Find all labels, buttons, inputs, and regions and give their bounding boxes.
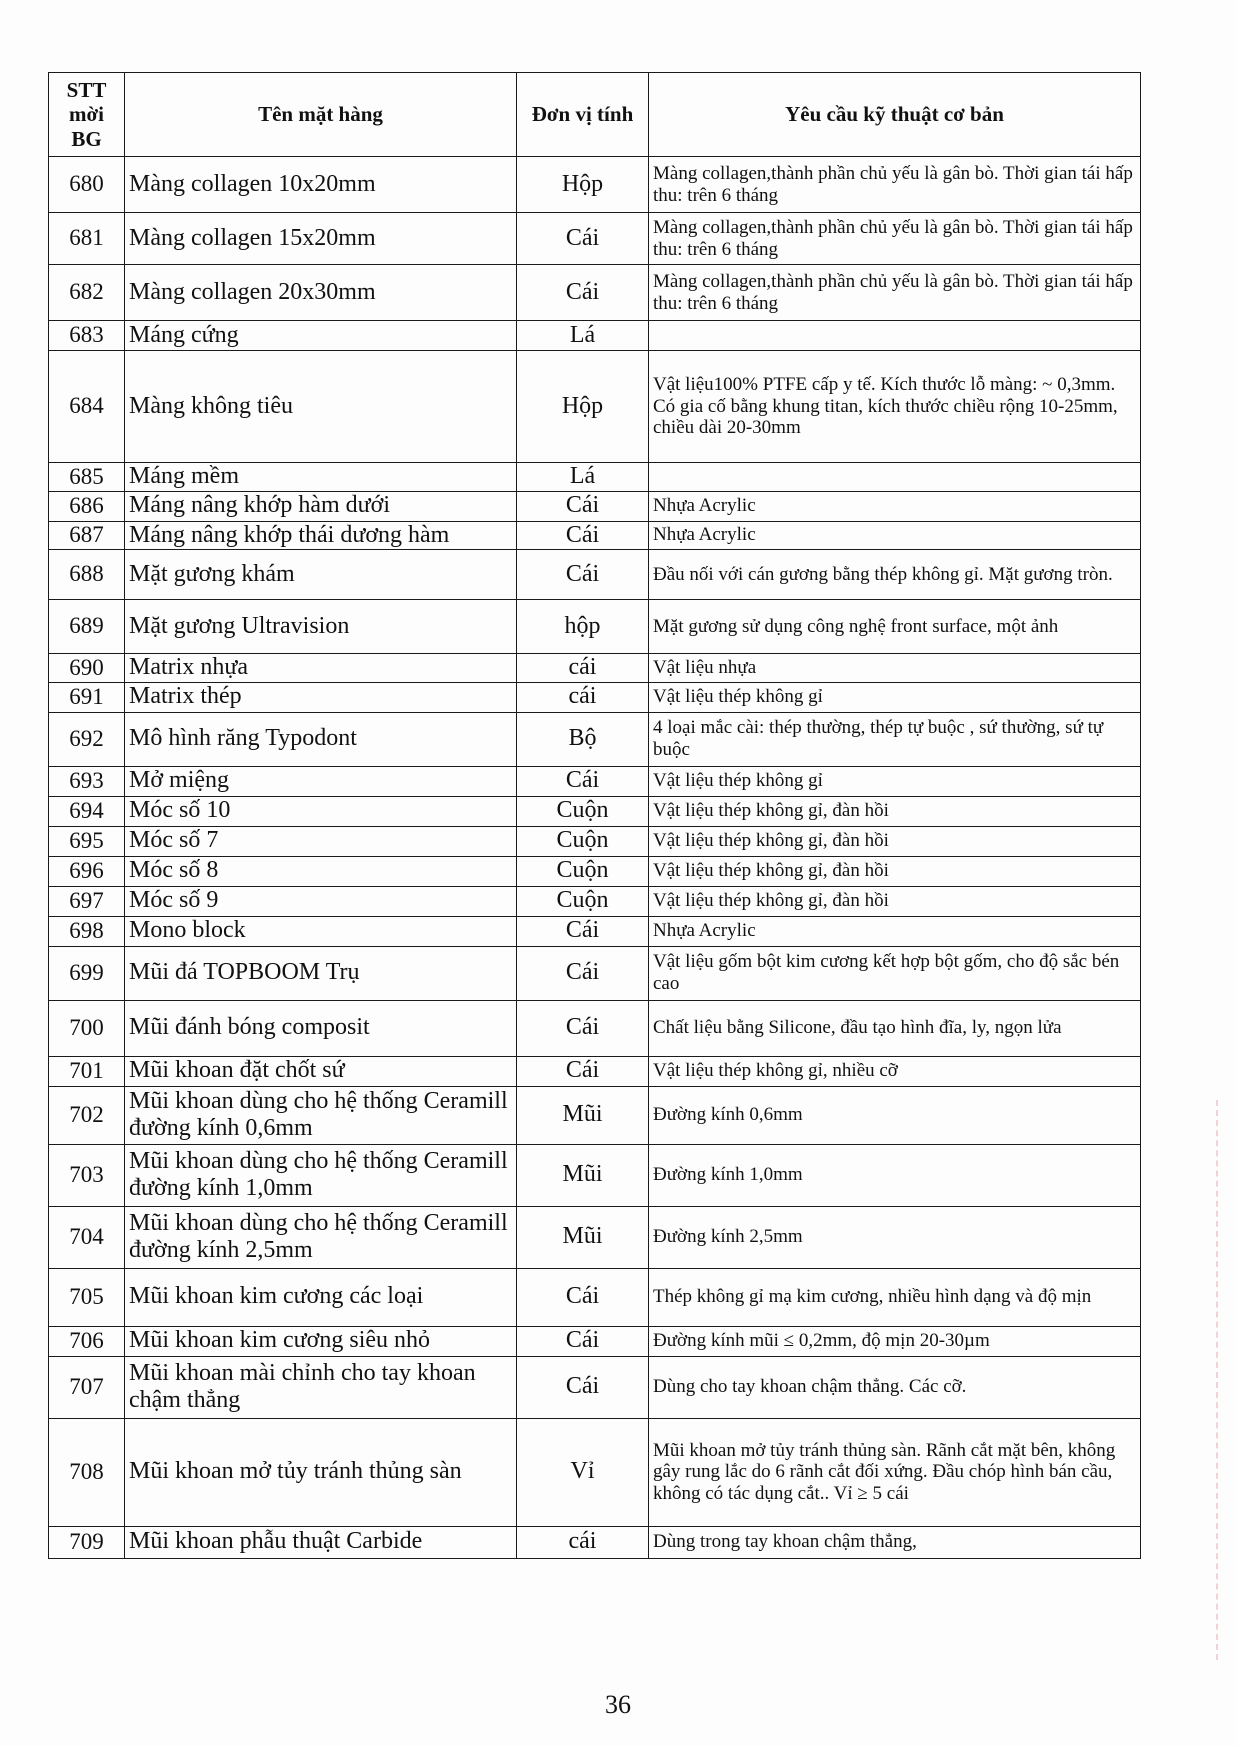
table-row — [49, 1268, 1141, 1326]
row-unit: cái — [517, 654, 649, 683]
row-unit: Cái — [517, 1268, 649, 1326]
row-requirements: Đường kính 0,6mm — [649, 1086, 1141, 1144]
row-stt: 684 — [49, 351, 125, 463]
row-unit: Mũi — [517, 1086, 649, 1144]
row-requirements: Thép không gỉ mạ kim cương, nhiều hình dạng và độ mịn — [649, 1268, 1141, 1326]
row-stt: 690 — [49, 654, 125, 683]
table-row — [49, 265, 1141, 321]
table-row — [49, 1526, 1141, 1558]
row-unit: Cuộn — [517, 856, 649, 886]
row-unit: Cuộn — [517, 826, 649, 856]
header-stt: STT mời BG — [49, 73, 125, 157]
row-name: Mặt gương Ultravision — [125, 600, 517, 654]
row-stt: 688 — [49, 550, 125, 600]
row-requirements: Vật liệu100% PTFE cấp y tế. Kích thước lỗ màng: ~ 0,3mm. Có gia cố bằng khung titan, kích thước chiều rộng 10-25mm, chiều dài 20-30mm — [649, 351, 1141, 463]
row-requirements: Dùng cho tay khoan chậm thẳng. Các cỡ. — [649, 1356, 1141, 1418]
row-requirements: Màng collagen,thành phần chủ yếu là gân bò. Thời gian tái hấp thu: trên 6 tháng — [649, 157, 1141, 213]
row-unit: Cái — [517, 766, 649, 796]
row-stt: 694 — [49, 796, 125, 826]
table-row — [49, 521, 1141, 550]
table-row — [49, 1326, 1141, 1356]
header-requirements: Yêu cầu kỹ thuật cơ bản — [649, 73, 1141, 157]
table-row — [49, 826, 1141, 856]
table-row — [49, 463, 1141, 492]
row-name: Matrix nhựa — [125, 654, 517, 683]
row-stt: 693 — [49, 766, 125, 796]
table-row — [49, 1000, 1141, 1056]
table-row — [49, 1086, 1141, 1144]
row-name: Màng collagen 15x20mm — [125, 213, 517, 265]
row-stt: 692 — [49, 712, 125, 766]
row-stt: 681 — [49, 213, 125, 265]
row-name: Màng collagen 10x20mm — [125, 157, 517, 213]
row-unit: Cái — [517, 213, 649, 265]
row-requirements: Màng collagen,thành phần chủ yếu là gân bò. Thời gian tái hấp thu: trên 6 tháng — [649, 213, 1141, 265]
table-row — [49, 916, 1141, 946]
row-requirements: Vật liệu gốm bột kim cương kết hợp bột gốm, cho độ sắc bén cao — [649, 946, 1141, 1000]
row-requirements: Vật liệu thép không gỉ, đàn hồi — [649, 856, 1141, 886]
row-unit: Lá — [517, 321, 649, 351]
table-row — [49, 1056, 1141, 1086]
row-requirements: Chất liệu bằng Silicone, đầu tạo hình đĩa, ly, ngọn lửa — [649, 1000, 1141, 1056]
row-requirements — [649, 463, 1141, 492]
row-unit: Cái — [517, 550, 649, 600]
row-name: Móc số 10 — [125, 796, 517, 826]
row-requirements: Vật liệu thép không gỉ, đàn hồi — [649, 886, 1141, 916]
row-name: Mặt gương khám — [125, 550, 517, 600]
row-name: Mũi đá TOPBOOM Trụ — [125, 946, 517, 1000]
row-requirements: Đường kính 1,0mm — [649, 1144, 1141, 1206]
table-row — [49, 351, 1141, 463]
row-name: Máng cứng — [125, 321, 517, 351]
table-row — [49, 213, 1141, 265]
row-requirements — [649, 321, 1141, 351]
row-unit: Cái — [517, 521, 649, 550]
row-unit: Mũi — [517, 1144, 649, 1206]
row-name: Mũi khoan mài chỉnh cho tay khoan chậm thẳng — [125, 1356, 517, 1418]
row-requirements: Màng collagen,thành phần chủ yếu là gân bò. Thời gian tái hấp thu: trên 6 tháng — [649, 265, 1141, 321]
row-name: Màng không tiêu — [125, 351, 517, 463]
row-requirements: Mũi khoan mở tủy tránh thủng sàn. Rãnh cắt mặt bên, không gây rung lắc do 6 rãnh cắt đối xứng. Đầu chóp hình bán cầu, không có tác dụng cắt.. Vỉ ≥ 5 cái — [649, 1418, 1141, 1526]
row-stt: 704 — [49, 1206, 125, 1268]
row-stt: 699 — [49, 946, 125, 1000]
table-row — [49, 766, 1141, 796]
row-stt: 680 — [49, 157, 125, 213]
row-stt: 709 — [49, 1526, 125, 1558]
row-stt: 689 — [49, 600, 125, 654]
row-name: Mũi khoan kim cương các loại — [125, 1268, 517, 1326]
row-stt: 700 — [49, 1000, 125, 1056]
row-stt: 696 — [49, 856, 125, 886]
row-name: Mũi khoan dùng cho hệ thống Ceramill đường kính 1,0mm — [125, 1144, 517, 1206]
row-name: Mũi khoan kim cương siêu nhỏ — [125, 1326, 517, 1356]
row-stt: 682 — [49, 265, 125, 321]
row-unit: cái — [517, 1526, 649, 1558]
row-unit: Cái — [517, 265, 649, 321]
row-requirements: Vật liệu thép không gỉ — [649, 682, 1141, 712]
row-unit: Vỉ — [517, 1418, 649, 1526]
row-name: Máng mềm — [125, 463, 517, 492]
table-row — [49, 491, 1141, 521]
row-stt: 695 — [49, 826, 125, 856]
row-requirements: Vật liệu thép không gỉ, đàn hồi — [649, 826, 1141, 856]
table-row — [49, 1418, 1141, 1526]
row-stt: 701 — [49, 1056, 125, 1086]
row-requirements: 4 loại mắc cài: thép thường, thép tự buộc , sứ thường, sứ tự buộc — [649, 712, 1141, 766]
row-unit: Mũi — [517, 1206, 649, 1268]
header-unit: Đơn vị tính — [517, 73, 649, 157]
table-row — [49, 796, 1141, 826]
row-stt: 707 — [49, 1356, 125, 1418]
row-name: Mô hình răng Typodont — [125, 712, 517, 766]
specification-table — [48, 72, 1141, 1559]
row-stt: 685 — [49, 463, 125, 492]
row-requirements: Dùng trong tay khoan chậm thẳng, — [649, 1526, 1141, 1558]
table-body — [49, 157, 1141, 1559]
row-unit: Hộp — [517, 351, 649, 463]
row-requirements: Vật liệu thép không gỉ, đàn hồi — [649, 796, 1141, 826]
row-name: Mở miệng — [125, 766, 517, 796]
row-stt: 702 — [49, 1086, 125, 1144]
row-name: Mũi khoan đặt chốt sứ — [125, 1056, 517, 1086]
table-row — [49, 654, 1141, 683]
row-name: Móc số 7 — [125, 826, 517, 856]
table-row — [49, 682, 1141, 712]
row-stt: 697 — [49, 886, 125, 916]
row-name: Máng nâng khớp hàm dưới — [125, 491, 517, 521]
row-unit: Cái — [517, 916, 649, 946]
row-stt: 683 — [49, 321, 125, 351]
row-unit: Hộp — [517, 157, 649, 213]
row-unit: Cuộn — [517, 796, 649, 826]
row-unit: Cuộn — [517, 886, 649, 916]
table-header-row — [49, 73, 1141, 157]
table-row — [49, 1144, 1141, 1206]
row-requirements: Vật liệu thép không gỉ, nhiều cỡ — [649, 1056, 1141, 1086]
table-row — [49, 856, 1141, 886]
row-name: Máng nâng khớp thái dương hàm — [125, 521, 517, 550]
row-stt: 708 — [49, 1418, 125, 1526]
row-requirements: Đường kính mũi ≤ 0,2mm, độ mịn 20-30µm — [649, 1326, 1141, 1356]
row-name: Mono block — [125, 916, 517, 946]
row-stt: 706 — [49, 1326, 125, 1356]
row-requirements: Đầu nối với cán gương bằng thép không gỉ. Mặt gương tròn. — [649, 550, 1141, 600]
row-unit: Cái — [517, 1356, 649, 1418]
table-row — [49, 550, 1141, 600]
row-name: Mũi khoan phẫu thuật Carbide — [125, 1526, 517, 1558]
row-requirements: Nhựa Acrylic — [649, 491, 1141, 521]
row-stt: 686 — [49, 491, 125, 521]
row-stt: 687 — [49, 521, 125, 550]
table-row — [49, 712, 1141, 766]
margin-stamp-mark — [1216, 1100, 1236, 1660]
row-stt: 705 — [49, 1268, 125, 1326]
row-name: Mũi khoan dùng cho hệ thống Ceramill đường kính 2,5mm — [125, 1206, 517, 1268]
row-name: Mũi khoan mở tủy tránh thủng sàn — [125, 1418, 517, 1526]
row-requirements: Nhựa Acrylic — [649, 521, 1141, 550]
table-row — [49, 600, 1141, 654]
table-row — [49, 886, 1141, 916]
row-requirements: Đường kính 2,5mm — [649, 1206, 1141, 1268]
row-unit: Cái — [517, 1000, 649, 1056]
row-unit: Cái — [517, 1326, 649, 1356]
row-name: Màng collagen 20x30mm — [125, 265, 517, 321]
row-name: Mũi đánh bóng composit — [125, 1000, 517, 1056]
row-stt: 698 — [49, 916, 125, 946]
table-row — [49, 157, 1141, 213]
row-unit: Bộ — [517, 712, 649, 766]
row-stt: 703 — [49, 1144, 125, 1206]
row-name: Móc số 8 — [125, 856, 517, 886]
table-row — [49, 1206, 1141, 1268]
table-row — [49, 946, 1141, 1000]
row-requirements: Vật liệu thép không gỉ — [649, 766, 1141, 796]
row-unit: Cái — [517, 946, 649, 1000]
row-requirements: Mặt gương sử dụng công nghệ front surface, một ảnh — [649, 600, 1141, 654]
table-row — [49, 1356, 1141, 1418]
row-unit: Lá — [517, 463, 649, 492]
row-name: Matrix thép — [125, 682, 517, 712]
row-requirements: Vật liệu nhựa — [649, 654, 1141, 683]
page-number: 36 — [605, 1690, 631, 1719]
row-stt: 691 — [49, 682, 125, 712]
row-name: Mũi khoan dùng cho hệ thống Ceramill đường kính 0,6mm — [125, 1086, 517, 1144]
row-requirements: Nhựa Acrylic — [649, 916, 1141, 946]
row-unit: hộp — [517, 600, 649, 654]
row-name: Móc số 9 — [125, 886, 517, 916]
table-row — [49, 321, 1141, 351]
row-unit: Cái — [517, 491, 649, 521]
header-name: Tên mặt hàng — [125, 73, 517, 157]
row-unit: cái — [517, 682, 649, 712]
row-unit: Cái — [517, 1056, 649, 1086]
